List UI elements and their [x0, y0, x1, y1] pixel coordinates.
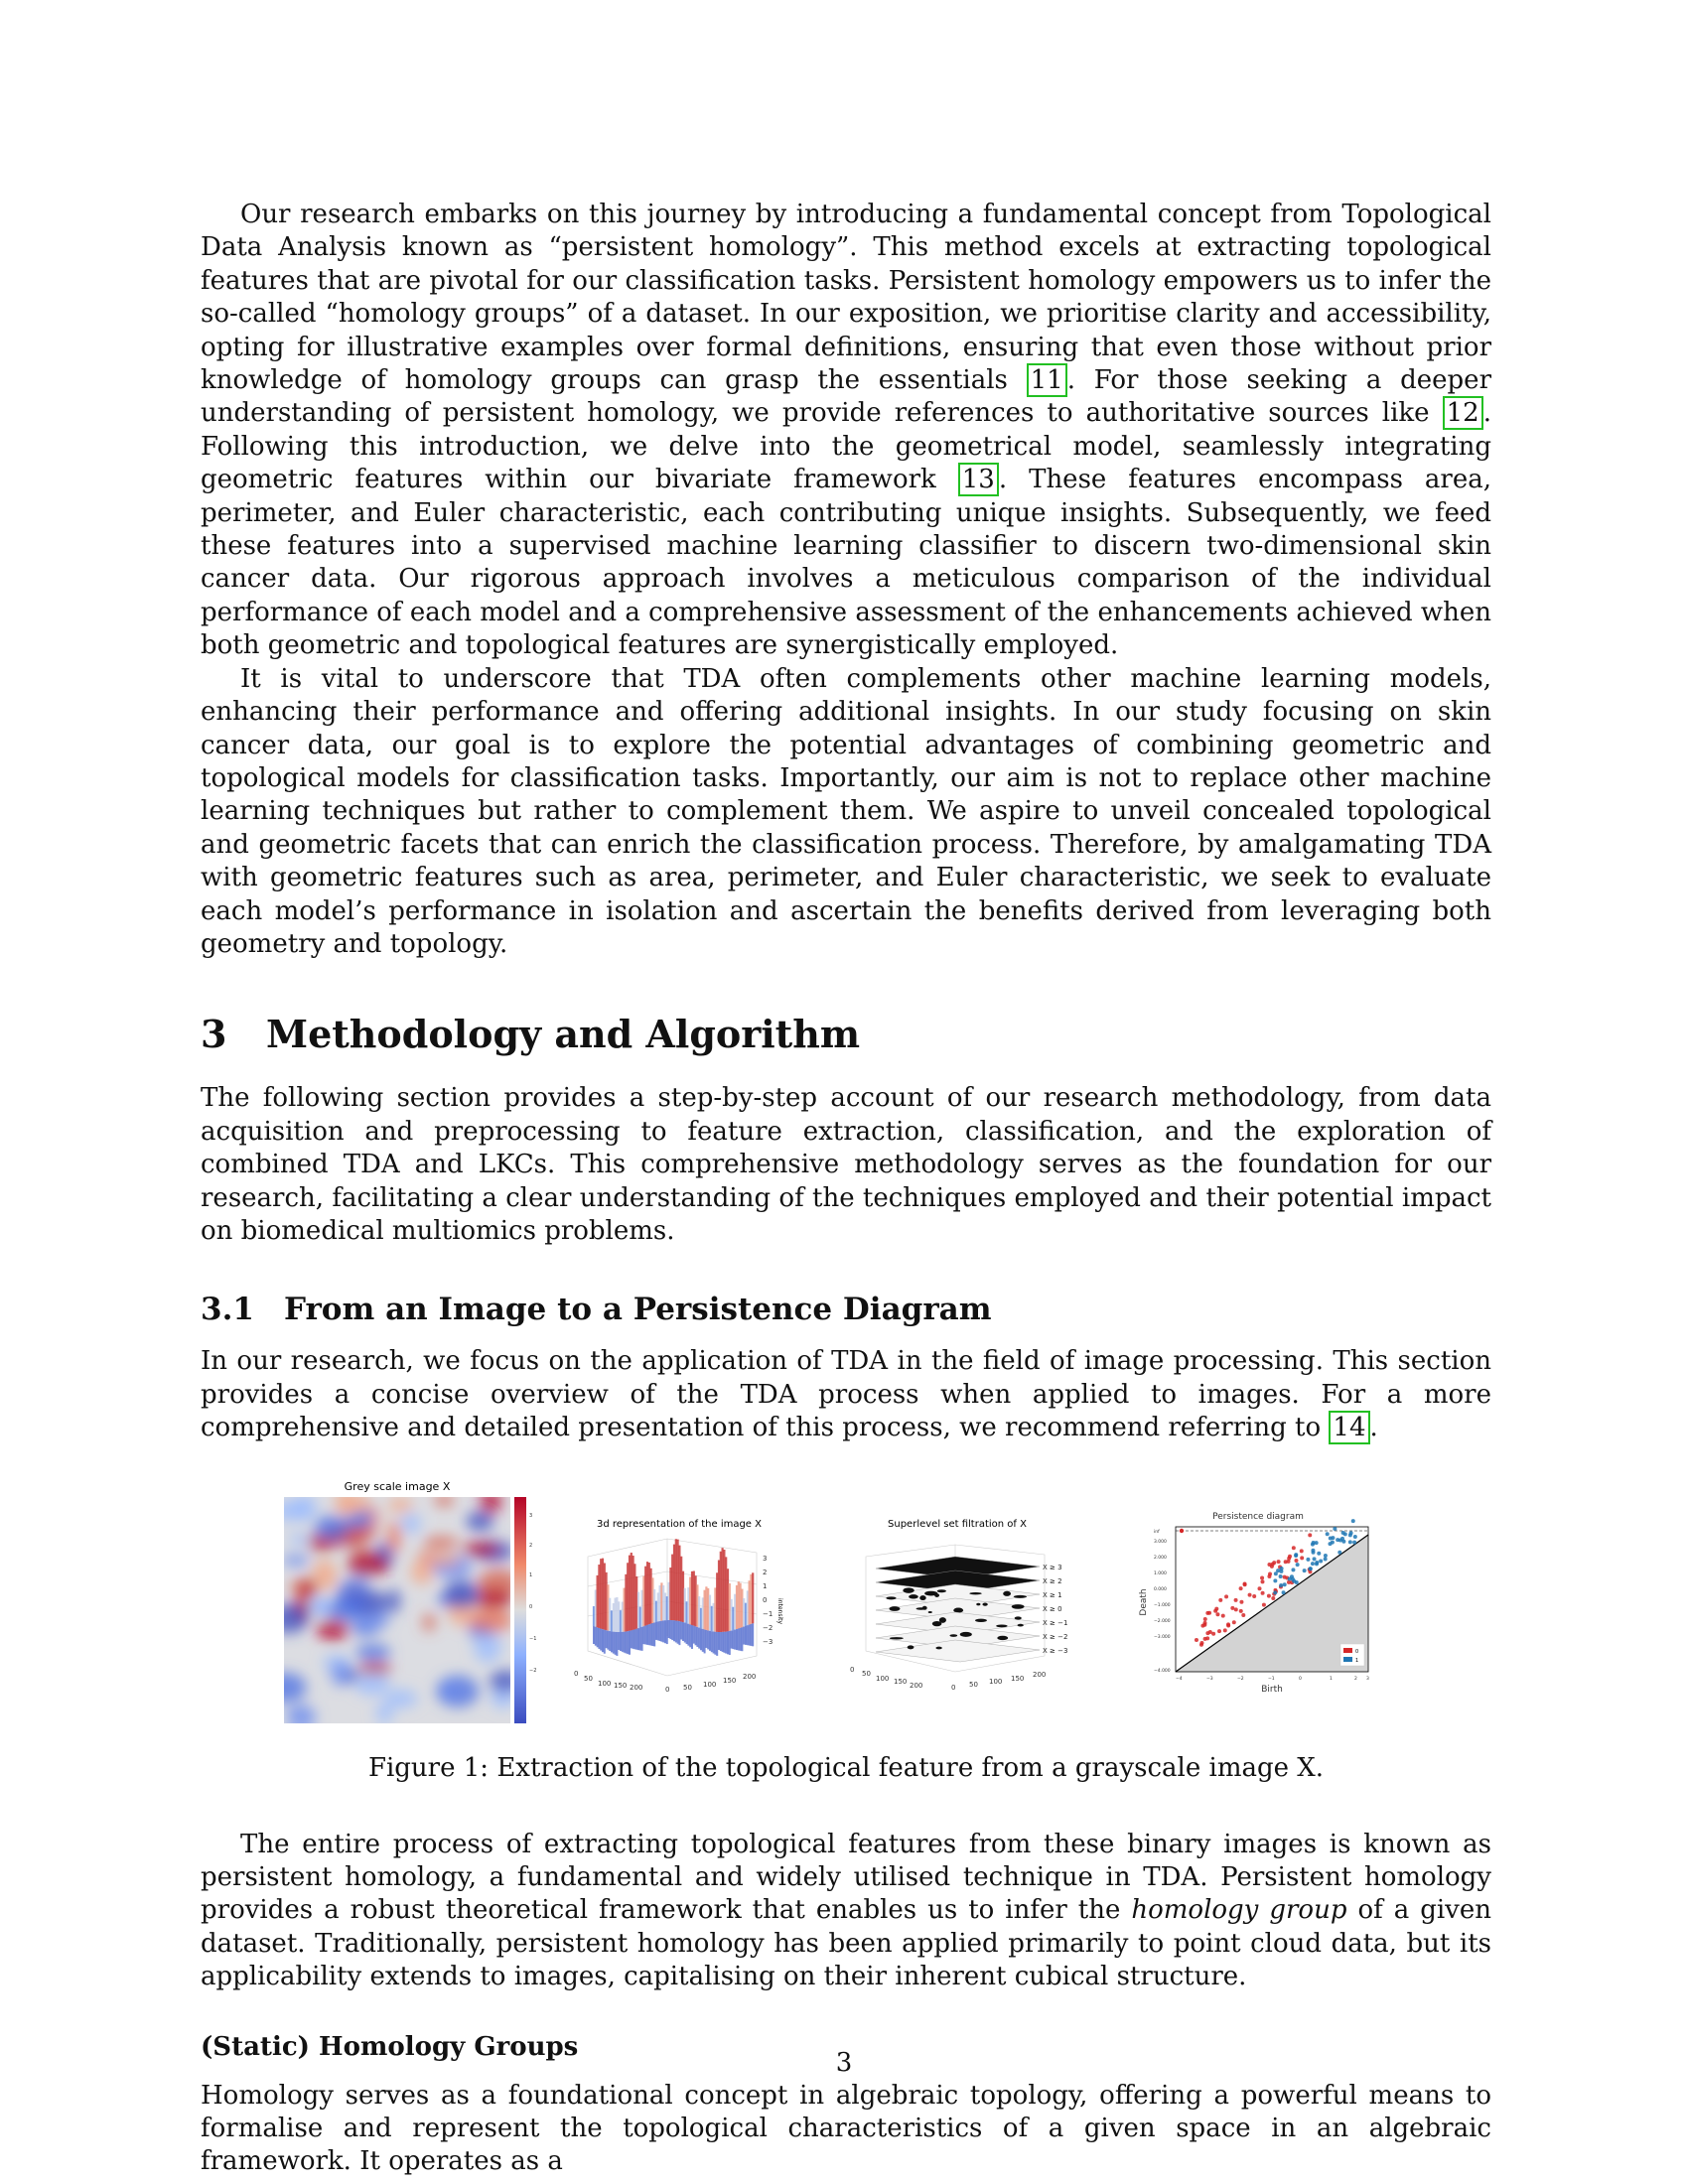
filtration-blob: [975, 1618, 987, 1621]
legend-label: 1: [1355, 1657, 1359, 1664]
svg-text:100: 100: [598, 1679, 612, 1688]
image-blob: [429, 1553, 460, 1566]
persistence-point-h0: [1230, 1605, 1234, 1609]
svg-text:3: 3: [1366, 1676, 1369, 1682]
persistence-point-h0: [1232, 1620, 1236, 1624]
persistence-point-h0: [1243, 1581, 1247, 1585]
text-run: of a given dataset. Traditionally, persistent homology has been applied primarily to point cloud data, but its applicability extends to images, capitalising on their inherent cubical structure.: [201, 1895, 1492, 1992]
svg-text:200: 200: [1033, 1670, 1047, 1679]
filtration-blob: [922, 1605, 927, 1609]
svg-text:−4.000: −4.000: [1154, 1668, 1171, 1674]
filtration-blob: [982, 1602, 987, 1605]
filtration-blob: [997, 1635, 1008, 1639]
persistence-point-h1: [1296, 1563, 1300, 1567]
persistence-point-h1: [1288, 1576, 1292, 1580]
text-run: . For those seeking a deeper understanding of persistent homology, we provide references to authoritative sources like: [201, 365, 1491, 429]
persistence-point-h1: [1315, 1541, 1319, 1545]
svg-text:0: 0: [529, 1603, 533, 1610]
subsection-paragraph: [201, 1345, 1491, 1444]
persistence-point-h1: [1328, 1542, 1332, 1546]
persistence-point-h0: [1203, 1620, 1207, 1624]
figure-1: [201, 1477, 1491, 1725]
svg-text:150: 150: [894, 1677, 908, 1686]
persistence-point-h1: [1276, 1569, 1280, 1572]
persistence-point-h1: [1291, 1568, 1295, 1571]
svg-text:2: 2: [1354, 1676, 1357, 1682]
filtration-layers: [876, 1557, 1040, 1662]
svg-text:−1: −1: [529, 1635, 537, 1642]
persistence-point-h1: [1294, 1553, 1298, 1557]
svg-text:100: 100: [989, 1677, 1003, 1686]
persistence-point-h0: [1199, 1642, 1203, 1646]
svg-text:−1.000: −1.000: [1154, 1602, 1171, 1608]
svg-text:0: 0: [1299, 1676, 1302, 1682]
filtration-blob: [976, 1602, 980, 1605]
image-blob: [289, 1534, 311, 1545]
subsection-title: From an Image to a Persistence Diagram: [284, 1292, 992, 1328]
svg-text:50: 50: [969, 1680, 978, 1689]
image-blob: [462, 1542, 500, 1556]
subsection-number: 3.1: [201, 1292, 254, 1328]
svg-text:200: 200: [910, 1681, 923, 1690]
svg-text:−1: −1: [1268, 1676, 1275, 1682]
persistence-point-h0: [1260, 1579, 1264, 1583]
level-label: X ≥ −3: [1043, 1646, 1068, 1655]
svg-text:100: 100: [876, 1674, 890, 1683]
text-run: Our research embarks on this journey by introducing a fundamental concept from Topological Data Analysis known as “persistent homology”. This method excels at extracting topological features that are pivotal for our classification tasks. Persistent homology empowers us to infer the so-called “homology groups” of a dataset. In our exposition, we prioritise clarity and accessibility, opting for illustrative examples over formal definitions, ensuring that even those without prior knowledge of homology groups can grasp the essentials: [201, 200, 1491, 396]
page-body: [201, 199, 1491, 2179]
citation-link[interactable]: 14: [1329, 1411, 1369, 1444]
image-blob: [346, 1511, 370, 1528]
image-blob: [282, 1555, 310, 1567]
image-blob: [480, 1489, 501, 1514]
image-blob: [401, 1513, 421, 1534]
persistence-point-h1: [1351, 1519, 1355, 1523]
persistence-point-h1: [1309, 1567, 1313, 1570]
svg-text:−2: −2: [1237, 1676, 1244, 1682]
image-blob: [423, 1536, 458, 1548]
svg-text:3: 3: [763, 1554, 768, 1563]
image-blob: [445, 1579, 479, 1607]
legend-label: 0: [1355, 1648, 1359, 1655]
persistence-point-h0: [1203, 1617, 1207, 1621]
colorbar: [514, 1497, 526, 1723]
persistence-point-h0: [1239, 1599, 1243, 1603]
persistence-point-h1: [1324, 1554, 1328, 1558]
persistence-point-h0: [1234, 1607, 1238, 1611]
persistence-point-h0: [1217, 1629, 1221, 1633]
intro-paragraph-2: It is vital to underscore that TDA often complements other machine learning models, enhancing their performance and offering additional insights. In our study focusing on skin cancer data, our goal is to explore the potential advantages of combining geometric and topological models for classification tasks. Importantly, our aim is not to replace other machine learning techniques but rather to complement them. We aspire to unveil concealed topological and geometric facets that can enrich the classification process. Therefore, by amalgamating TDA with geometric features such as area, perimeter, and Euler characteristic, we seek to evaluate each model’s performance in isolation and ascertain the benefits derived from leveraging both geometry and topology.: [201, 663, 1491, 959]
svg-text:150: 150: [1011, 1674, 1025, 1683]
svg-text:2: 2: [529, 1542, 533, 1549]
image-blob: [309, 1598, 331, 1614]
legend-swatch-h0: [1343, 1648, 1352, 1653]
section-title: Methodology and Algorithm: [266, 1012, 861, 1057]
filtration-blob: [1014, 1595, 1027, 1598]
paragraph-heading: (Static) Homology Groups: [201, 2031, 579, 2062]
filtration-blob: [1003, 1590, 1011, 1595]
panel-title: 3d representation of the image X: [597, 1518, 762, 1530]
filtration-blob: [935, 1646, 941, 1649]
image-blob: [314, 1515, 349, 1539]
citation-link[interactable]: 12: [1443, 396, 1483, 430]
text-run: The entire process of extracting topological features from these binary images is known as persistent homology, a fundamental and widely utilised technique in TDA. Persistent homology provides a robust theoretical framework that enables us to infer the: [201, 1829, 1491, 1926]
svg-text:3.000: 3.000: [1154, 1539, 1167, 1545]
persistence-point-h0: [1218, 1597, 1222, 1601]
persistence-point-h1: [1279, 1574, 1283, 1578]
subsection-heading: [201, 1292, 1491, 1327]
persistence-point-h1: [1348, 1533, 1352, 1537]
persistence-point-h0: [1248, 1592, 1252, 1596]
svg-text:1: 1: [529, 1571, 533, 1578]
persistence-point-h0: [1221, 1613, 1225, 1617]
image-blob: [375, 1703, 393, 1722]
level-label: X ≥ 1: [1043, 1590, 1062, 1599]
image-blob: [443, 1678, 456, 1701]
filtration-blob: [937, 1589, 946, 1592]
svg-text:50: 50: [683, 1683, 692, 1692]
svg-text:0: 0: [951, 1683, 956, 1692]
svg-text:−2.000: −2.000: [1154, 1618, 1171, 1624]
filtration-blob: [969, 1592, 981, 1594]
svg-text:3: 3: [529, 1512, 533, 1519]
persistence-point-h1: [1273, 1578, 1277, 1582]
image-blob: [470, 1607, 513, 1632]
image-blob: [343, 1493, 370, 1514]
image-blob: [384, 1689, 418, 1707]
filtration-panel: [846, 1477, 1094, 1725]
persistence-point-h0: [1260, 1575, 1264, 1579]
persistence-point-h1: [1315, 1562, 1319, 1566]
image-blob: [411, 1561, 434, 1583]
surface-bars: [594, 1539, 753, 1656]
persistence-point-h0: [1207, 1610, 1211, 1614]
svg-text:150: 150: [723, 1676, 737, 1685]
persistence-point-h1: [1312, 1550, 1316, 1554]
svg-text:−4: −4: [1176, 1676, 1183, 1682]
persistence-diagram-panel: [1124, 1477, 1392, 1725]
persistence-point-h0: [1258, 1586, 1262, 1590]
svg-text:0: 0: [850, 1665, 855, 1674]
persistence-point-h0: [1241, 1613, 1245, 1617]
y-axis-label: Death: [1139, 1587, 1149, 1616]
persistence-point-h1: [1279, 1583, 1283, 1587]
section-number: 3: [201, 1012, 227, 1057]
filtration-blob: [928, 1611, 932, 1613]
svg-text:inf: inf: [1154, 1529, 1160, 1535]
persistence-point-h0: [1208, 1630, 1212, 1634]
persistence-point-h1: [1303, 1569, 1307, 1572]
image-blob: [328, 1597, 356, 1620]
persistence-point-h0: [1277, 1560, 1281, 1564]
persistence-point-h0: [1239, 1586, 1243, 1590]
emphasis: homology group: [1131, 1895, 1347, 1926]
persistence-point-h1: [1340, 1536, 1344, 1540]
persistence-point-h1: [1306, 1557, 1310, 1561]
persistence-point-h1: [1313, 1557, 1317, 1561]
persistence-point-h0: [1267, 1563, 1271, 1567]
filtration-blob: [934, 1593, 939, 1597]
citation-link[interactable]: 13: [958, 463, 999, 496]
filtration-blob: [1012, 1604, 1025, 1609]
persistence-point-h0: [1239, 1609, 1243, 1613]
level-label: X ≥ −2: [1043, 1632, 1068, 1641]
persistence-point-h0: [1224, 1594, 1228, 1598]
text-run: . These features encompass area, perimeter, and Euler characteristic, each contributing unique insights. Subsequently, we feed these features into a supervised machine learning classifier to discern two-dimensional skin cancer data. Our rigorous approach involves a meticulous comparison of the individual performance of each model and a comprehensive assessment of the enhancements achieved when both geometric and topological features are synergistically employed.: [201, 465, 1491, 661]
image-blob: [355, 1644, 391, 1660]
image-blob: [466, 1511, 493, 1531]
filtration-blob: [903, 1587, 914, 1592]
persistence-point-h0: [1284, 1560, 1288, 1564]
image-blob: [474, 1631, 501, 1663]
persistence-point-h0: [1294, 1559, 1298, 1563]
svg-text:−2: −2: [529, 1667, 537, 1674]
svg-text:100: 100: [703, 1680, 717, 1689]
persistence-point-h0: [1195, 1638, 1198, 1642]
persistence-point-h0: [1308, 1533, 1312, 1537]
panel-title: Persistence diagram: [1212, 1511, 1304, 1522]
intro-paragraph-1: [201, 199, 1491, 663]
persistence-point-h0: [1268, 1571, 1272, 1575]
surface-3d-panel: [558, 1477, 806, 1725]
persistence-point-h0: [1234, 1597, 1238, 1601]
persistence-point-h1: [1326, 1532, 1330, 1536]
persistence-point-h1: [1283, 1582, 1287, 1586]
svg-text:50: 50: [862, 1669, 871, 1678]
svg-text:1.000: 1.000: [1154, 1570, 1167, 1576]
image-blob: [474, 1588, 513, 1609]
svg-text:2: 2: [763, 1568, 768, 1576]
persistence-point-h1: [1311, 1562, 1315, 1566]
svg-text:200: 200: [630, 1683, 643, 1692]
filtration-blob: [1018, 1623, 1024, 1626]
persistence-point-h1: [1353, 1535, 1357, 1539]
persistence-point-h0: [1267, 1593, 1271, 1597]
x-axis-label: Birth: [1261, 1684, 1283, 1695]
section-heading: [201, 1013, 1491, 1056]
persistence-point-h0: [1262, 1602, 1266, 1606]
level-label: X ≥ 2: [1043, 1576, 1062, 1585]
persistence-point-h1: [1280, 1567, 1284, 1570]
filtration-blob: [960, 1631, 972, 1636]
level-label: X ≥ 3: [1043, 1563, 1062, 1571]
level-label: X ≥ −1: [1043, 1618, 1068, 1627]
persistence-point-h1: [1292, 1578, 1296, 1582]
z-axis-label: intensity: [776, 1597, 783, 1624]
svg-text:2.000: 2.000: [1154, 1555, 1167, 1561]
filtration-blob: [1015, 1616, 1022, 1619]
persistence-point-h0: [1272, 1561, 1276, 1565]
image-blob: [434, 1493, 454, 1506]
level-labels: [1043, 1564, 1067, 1655]
image-blob: [289, 1581, 310, 1591]
filtration-blob: [890, 1637, 904, 1639]
filtration-blob: [919, 1595, 925, 1600]
image-blob: [388, 1588, 400, 1613]
filtration-blob: [996, 1624, 1008, 1627]
persistence-point-h0: [1283, 1574, 1287, 1578]
persistence-point-h1: [1337, 1550, 1341, 1554]
section-paragraph: The following section provides a step-by-step account of our research methodology, from data acquisition and preprocessing to feature extraction, classification, and the exploration of combined TDA and LKCs. This comprehensive methodology serves as the foundation for our research, facilitating a clear understanding of the techniques employed and their potential impact on biomedical multiomics problems.: [201, 1083, 1491, 1246]
persistence-point-h0: [1252, 1594, 1256, 1598]
svg-text:0: 0: [574, 1669, 579, 1678]
figure-caption: Figure 1: Extraction of the topological feature from a grayscale image X.: [367, 1752, 1325, 1783]
svg-text:1: 1: [763, 1581, 768, 1590]
text-run: .: [1369, 1413, 1378, 1443]
svg-text:1: 1: [1330, 1676, 1333, 1682]
svg-text:−3: −3: [1206, 1676, 1213, 1682]
persistence-point-h0: [1213, 1608, 1217, 1612]
filtration-blob: [908, 1645, 914, 1649]
persistence-point-h0: [1205, 1636, 1209, 1640]
svg-text:−2: −2: [763, 1623, 774, 1632]
svg-text:−3: −3: [763, 1637, 774, 1646]
text-run: . Following this introduction, we delve into the geometrical model, seamlessly integrating geometric features within our bivariate framework: [201, 398, 1491, 495]
svg-text:−3.000: −3.000: [1154, 1634, 1171, 1640]
filtration-blob: [932, 1621, 942, 1626]
svg-text:150: 150: [614, 1681, 628, 1690]
level-label: X ≥ 0: [1043, 1604, 1062, 1613]
persistence-point-h0: [1300, 1549, 1304, 1553]
persistence-point-h1: [1273, 1590, 1277, 1594]
grayscale-image-panel: [280, 1477, 538, 1725]
legend: [1340, 1644, 1364, 1666]
legend-swatch-h1: [1343, 1657, 1352, 1662]
image-blob: [388, 1497, 412, 1511]
image-blob: [347, 1553, 388, 1576]
persistence-point-h0: [1261, 1590, 1265, 1594]
persistence-point-h1: [1324, 1557, 1328, 1561]
persistence-point-h0: [1292, 1546, 1296, 1550]
filtration-blob: [889, 1606, 900, 1611]
filtration-blob: [949, 1634, 957, 1637]
persistence-point-h1: [1317, 1551, 1321, 1555]
persistence-point-h1: [1333, 1527, 1336, 1531]
page-number: 3: [835, 2048, 853, 2078]
filtration-blob: [886, 1596, 896, 1599]
persistence-point-h0: [1226, 1622, 1230, 1626]
persistence-point-h1: [1282, 1590, 1286, 1594]
persistence-point-h0: [1223, 1628, 1227, 1632]
text-run: In our research, we focus on the application of TDA in the field of image processing. This section provides a concise overview of the TDA process when applied to images. For a more comprehensive and detailed presentation of this process, we recommend referring to: [201, 1346, 1491, 1443]
image-blob: [317, 1618, 350, 1640]
image-blob: [423, 1613, 436, 1631]
svg-text:−1: −1: [763, 1609, 774, 1618]
persistence-point-h1: [1341, 1531, 1345, 1535]
persistence-point-h1: [1348, 1540, 1352, 1544]
persistence-point-h0: [1215, 1612, 1219, 1616]
svg-text:200: 200: [743, 1672, 757, 1681]
svg-text:0: 0: [763, 1595, 768, 1604]
persistence-point-h1: [1329, 1536, 1333, 1540]
filtration-blob: [909, 1594, 918, 1598]
filtration-layer: [876, 1640, 1040, 1662]
persistence-point-h0: [1180, 1528, 1184, 1532]
persistence-point-h1: [1352, 1540, 1356, 1544]
image-blob: [331, 1661, 351, 1686]
svg-text:0: 0: [665, 1685, 670, 1694]
panel-title: Grey scale image X: [344, 1479, 451, 1493]
svg-text:50: 50: [584, 1674, 593, 1683]
after-figure-paragraph: [201, 1829, 1491, 1994]
citation-link[interactable]: 11: [1027, 363, 1067, 397]
svg-text:0.000: 0.000: [1154, 1586, 1167, 1592]
image-blob: [354, 1673, 390, 1696]
persistence-point-h1: [1336, 1538, 1339, 1542]
persistence-point-h1: [1319, 1559, 1323, 1563]
persistence-point-h0: [1300, 1556, 1304, 1560]
persistence-point-h0: [1271, 1596, 1275, 1600]
panel-title: Superlevel set filtration of X: [888, 1518, 1027, 1530]
homology-paragraph: Homology serves as a foundational concept in algebraic topology, offering a powerful means to formalise and represent the topological characteristics of a given space in an algebraic framework. It operates as a: [201, 2080, 1491, 2177]
